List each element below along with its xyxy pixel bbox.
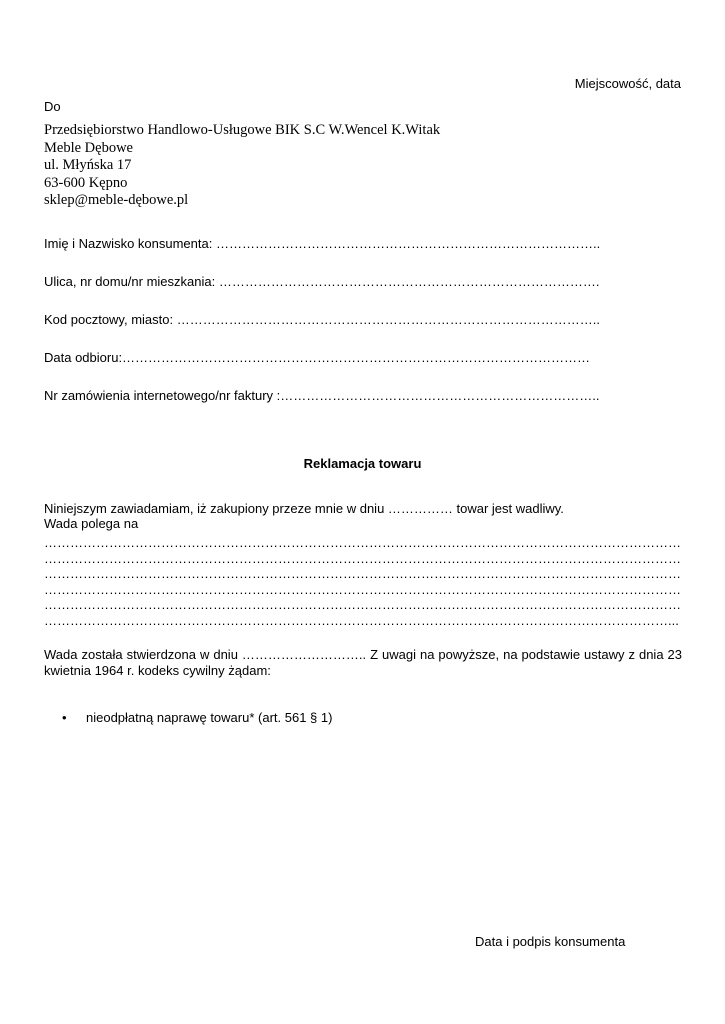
dotted-line: ………………………………………………………………………………………………………………………………… [44, 550, 681, 566]
field-consumer-name: Imię i Nazwisko konsumenta: …………………………………………………………………………….. [44, 236, 601, 251]
recipient-postal-city: 63-600 Kępno [44, 174, 128, 191]
recipient-address [44, 122, 440, 210]
field-receipt-date: Data odbioru:……………………………………………………………………………………………… [44, 350, 591, 365]
dotted-line: ………………………………………………………………………………………………………………………………… [44, 566, 681, 582]
intro-paragraph [44, 501, 564, 531]
field-order-invoice-number: Nr zamówienia internetowego/nr faktury :……………………………………………………………….. [44, 388, 600, 403]
field-street: Ulica, nr domu/nr mieszkania: ……………………………………………………………………………. [44, 274, 600, 289]
signature-label: Data i podpis konsumenta [475, 934, 626, 949]
dotted-line: ………………………………………………………………………………………………………………………………… [44, 597, 681, 613]
recipient-name: Meble Dębowe [44, 139, 133, 156]
field-postal-code-city: Kod pocztowy, miasto: …………………………………………………………………………………….. [44, 312, 600, 327]
dotted-line: ………………………………………………………………………………………………………………………………… [44, 535, 681, 550]
defect-description-label: Wada polega na [44, 516, 139, 531]
demand-list-item [62, 710, 332, 725]
dotted-line: ………………………………………………………………………………………………………………………………… [44, 581, 681, 597]
bullet-icon: • [62, 710, 67, 725]
defect-description-lines [44, 535, 682, 629]
recipient-company: Przedsiębiorstwo Handlowo-Usługowe BIK S.C W.Wencel K.Witak [44, 122, 441, 138]
demand-text: nieodpłatną naprawę towaru* (art. 561 § 1) [86, 710, 333, 725]
document-title: Reklamacja towaru [303, 456, 422, 471]
defect-statement: Wada została stwierdzona w dniu ……………………….. Z uwagi na powyższe, na podstawie ustawy z dnia 23 kwietnia 1964 r. kodeks cywilny żądam: [44, 647, 682, 678]
place-date-label: Miejscowość, data [574, 76, 681, 91]
to-label: Do [44, 99, 61, 114]
dotted-line: ………………………………………………………………………………………………………………………………... [44, 612, 679, 628]
intro-line: Niniejszym zawiadamiam, iż zakupiony przeze mnie w dniu …………… towar jest wadliwy. [44, 501, 564, 516]
recipient-street: ul. Młyńska 17 [44, 157, 132, 173]
recipient-email: sklep@meble-dębowe.pl [44, 192, 189, 208]
